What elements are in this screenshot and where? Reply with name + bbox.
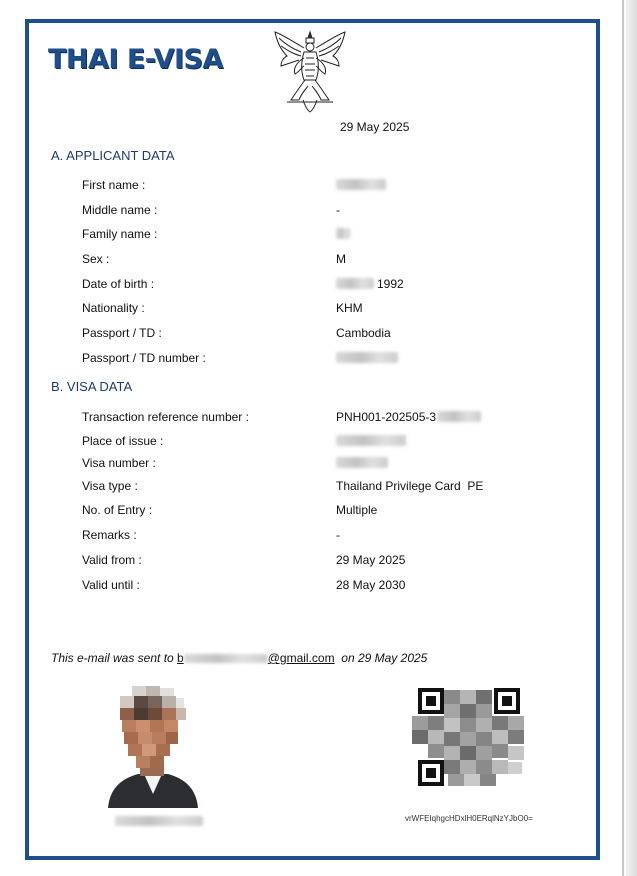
page-edge-line xyxy=(622,0,624,876)
applicant-photo xyxy=(106,682,200,808)
page-edge-shadow xyxy=(626,0,637,876)
photo-caption-redacted xyxy=(115,812,205,824)
email-start: b xyxy=(177,651,184,665)
birth-year: 1992 xyxy=(377,277,404,291)
field-first-name xyxy=(82,178,582,194)
section-applicant-heading: A. APPLICANT DATA xyxy=(51,148,175,163)
field-middle-name xyxy=(82,203,582,219)
field-label: Place of issue : xyxy=(82,434,164,448)
field-transaction-ref xyxy=(82,410,582,426)
field-sex xyxy=(82,252,582,268)
field-label: Family name : xyxy=(82,227,158,241)
field-label: Passport / TD : xyxy=(82,326,162,340)
field-value xyxy=(336,227,350,241)
field-value: 28 May 2030 xyxy=(336,578,406,592)
email-sent-note xyxy=(51,651,427,665)
field-passport-number xyxy=(82,351,582,367)
field-value: KHM xyxy=(336,301,363,315)
field-value xyxy=(336,351,398,365)
field-valid-until xyxy=(82,578,582,594)
field-value xyxy=(336,178,386,192)
email-note-suffix: on 29 May 2025 xyxy=(334,651,428,665)
field-label: No. of Entry : xyxy=(82,503,153,517)
field-value xyxy=(336,410,481,424)
field-visa-type xyxy=(82,479,582,495)
field-value xyxy=(336,277,404,291)
page-title: THAI E-VISA xyxy=(48,44,223,75)
field-label: Passport / TD number : xyxy=(82,351,206,365)
field-label: Valid from : xyxy=(82,553,142,567)
field-value: M xyxy=(336,252,346,266)
field-label: Date of birth : xyxy=(82,277,155,291)
document-date: 29 May 2025 xyxy=(340,120,410,134)
field-remarks xyxy=(82,528,582,544)
field-value: 29 May 2025 xyxy=(336,553,406,567)
field-value: Cambodia xyxy=(336,326,391,340)
email-note-prefix: This e-mail was sent to xyxy=(51,651,178,665)
field-passport-td xyxy=(82,326,582,342)
field-visa-number xyxy=(82,456,582,472)
field-no-of-entry xyxy=(82,503,582,519)
field-valid-from xyxy=(82,553,582,569)
field-label: Middle name : xyxy=(82,203,158,217)
field-nationality xyxy=(82,301,582,317)
field-date-of-birth xyxy=(82,277,582,293)
field-family-name xyxy=(82,227,582,243)
field-label: Visa number : xyxy=(82,456,156,470)
field-label: First name : xyxy=(82,178,146,192)
field-label: Nationality : xyxy=(82,301,145,315)
field-label: Transaction reference number : xyxy=(82,410,249,424)
qr-code xyxy=(408,686,530,788)
garuda-emblem-icon xyxy=(271,28,349,114)
transaction-ref-visible: PNH001-202505-3 xyxy=(336,410,437,424)
field-label: Valid until : xyxy=(82,578,140,592)
field-value: Multiple xyxy=(336,503,378,517)
qr-code-text: vrWFEIqhgcHDxlH0ERqlNzYJbO0= xyxy=(405,814,533,823)
field-value xyxy=(336,456,388,470)
field-place-of-issue xyxy=(82,434,582,450)
field-value xyxy=(336,434,406,448)
field-value: Thailand Privilege Card PE xyxy=(336,479,484,493)
email-end: @gmail.com xyxy=(267,651,335,665)
section-visa-heading: B. VISA DATA xyxy=(51,379,133,394)
field-value: - xyxy=(336,203,340,217)
field-label: Visa type : xyxy=(82,479,138,493)
field-label: Sex : xyxy=(82,252,110,266)
field-value: - xyxy=(336,528,340,542)
email-address-link[interactable] xyxy=(177,651,335,665)
field-label: Remarks : xyxy=(82,528,137,542)
